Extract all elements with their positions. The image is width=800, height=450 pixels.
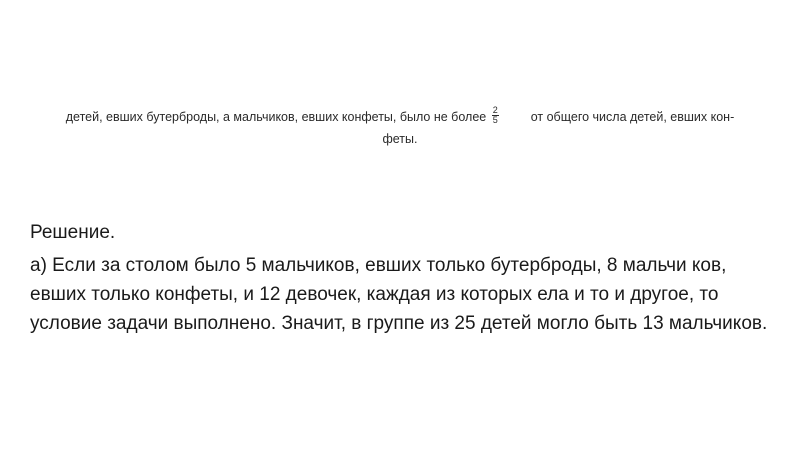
condition-text-before-fraction: детей, евших бутерброды, а мальчиков, евших конфеты, было не более xyxy=(65,110,487,124)
fraction-numerator: 2 xyxy=(492,105,498,116)
fraction-two-fifths xyxy=(492,106,499,125)
condition-line-2: феты. xyxy=(382,132,418,146)
solution-paragraph: а) Если за столом было 5 мальчиков, евших только бутерброды, 8 мальчи ков, евших только конфеты, и 12 девочек, каждая из которых ела и то и другое, то условие задачи выполнено. Значит, в группе из 25 детей могло быть 13 мальчиков. xyxy=(30,255,768,334)
fraction-denominator: 5 xyxy=(492,115,498,126)
solution-block xyxy=(30,218,780,338)
problem-condition-text xyxy=(20,106,780,150)
solution-heading: Решение. xyxy=(30,222,116,243)
condition-line-1 xyxy=(20,106,780,128)
condition-text-after-fraction: от общего числа детей, евших кон- xyxy=(530,110,735,124)
